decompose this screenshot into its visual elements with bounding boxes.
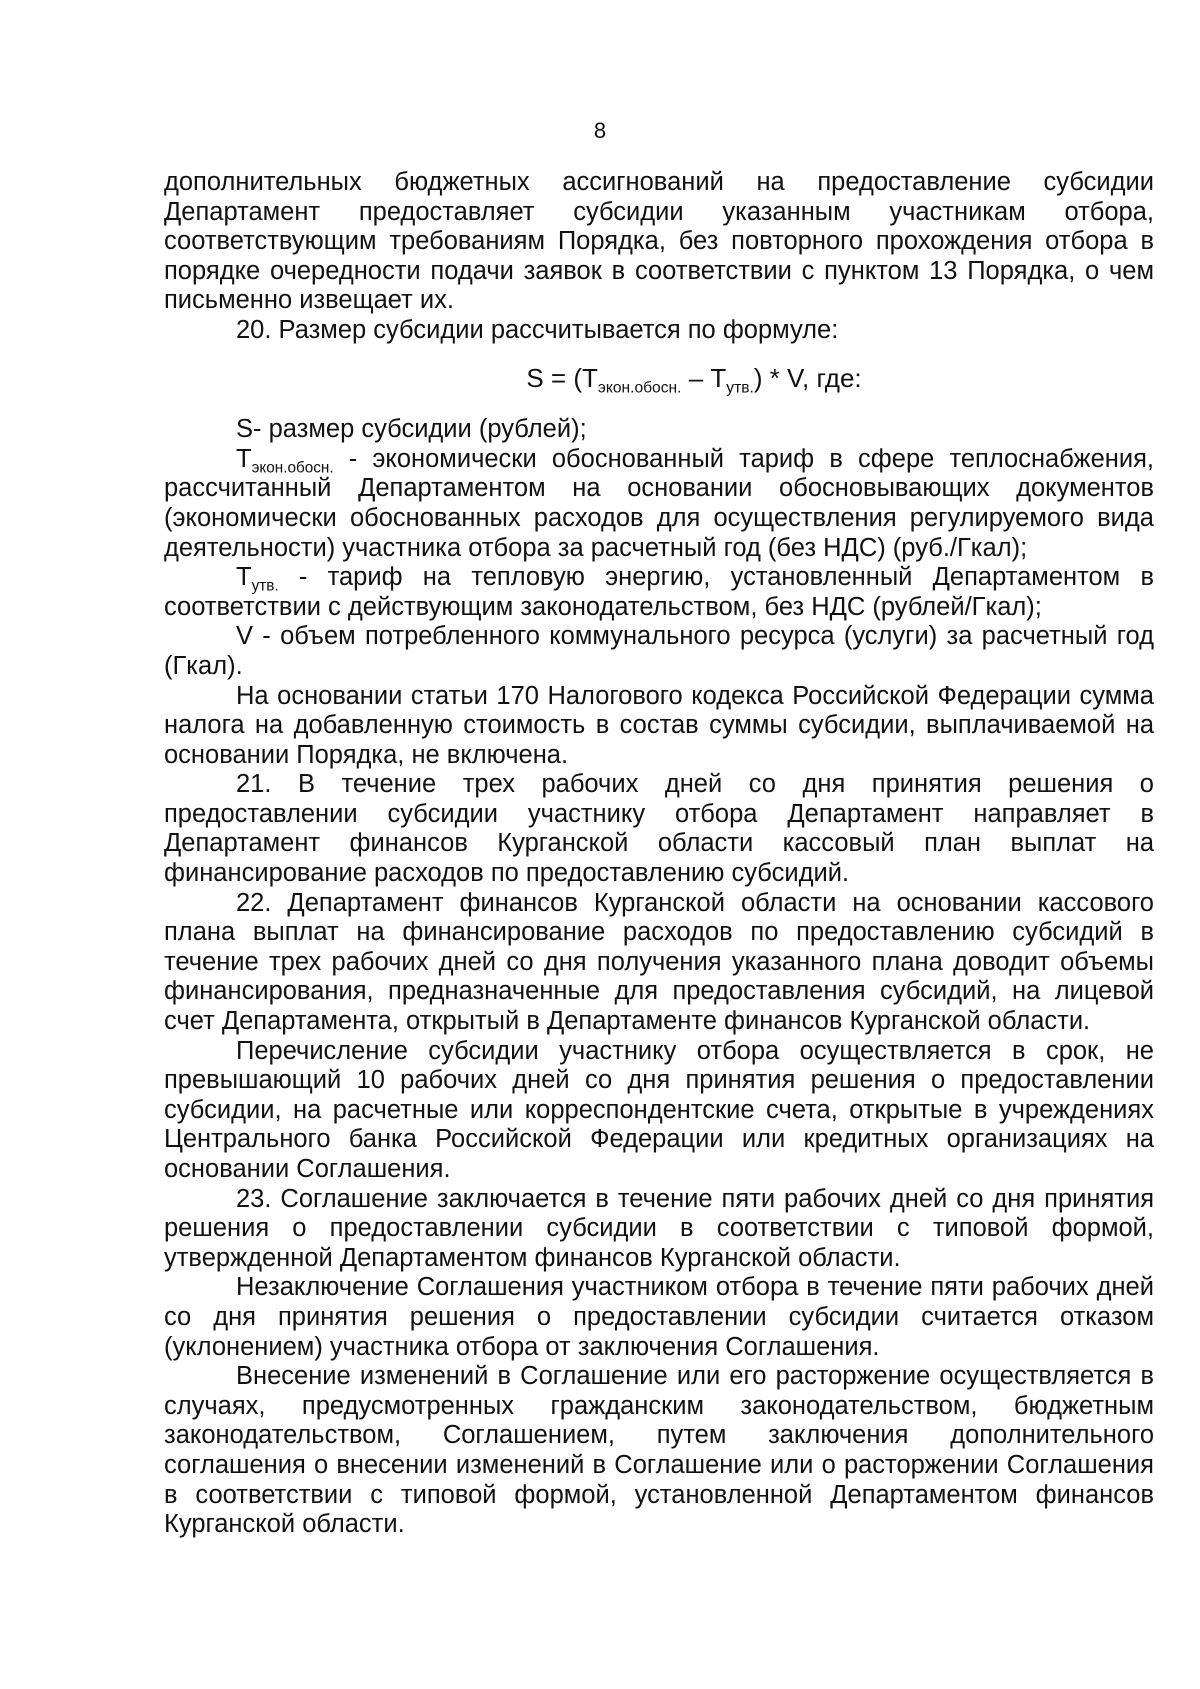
term-t-econ-base: T (236, 444, 252, 473)
definition-t-utv (164, 563, 1154, 622)
term-t-econ (236, 444, 334, 477)
paragraph-continuation: дополнительных бюджетных ассигнований на предоставление субсидии Департамент предоставляет субсидии указанным участникам отбора, соответствующим требованиям Порядка, без повторного прохождения отбора в порядке очередности подачи заявок в соответствии с пунктом 13 Порядка, о чем письменно извещает их. (164, 168, 1154, 315)
definition-s: S- размер субсидии (рублей); (236, 415, 587, 444)
page-number: 8 (593, 118, 607, 143)
paragraph-transfer: Перечисление субсидии участнику отбора осуществляется в срок, не превышающий 10 рабочих дней со дня принятия решения о предоставлении субсидии, на расчетные или корреспондентские счета, открытые в учреждениях Центрального банка Российской Федерации или кредитных организациях на основании Соглашения. (164, 1036, 1154, 1183)
formula-sub-econ: экон.обосн. (597, 379, 682, 397)
definition-v: V - объем потребленного коммунального ресурса (услуги) за расчетный год (Гкал). (164, 622, 1154, 680)
paragraph-21: 21. В течение трех рабочих дней со дня принятия решения о предоставлении субсидии участнику отбора Департамент направляет в Департамент финансов Курганской области кассовый план выплат на финансирование расходов по предоставлению субсидий. (164, 770, 1154, 888)
definition-t-econ (164, 445, 1154, 563)
term-t-utv-base: T (236, 563, 252, 592)
paragraph-20: 20. Размер субсидии рассчитывается по формуле: (236, 315, 839, 344)
formula-sub-utv: утв. (726, 379, 754, 397)
formula-minus: – T (681, 362, 727, 393)
term-t-econ-sub: экон.обосн. (251, 459, 334, 477)
term-t-utv-sub: утв. (251, 577, 279, 595)
paragraph-22: 22. Департамент финансов Курганской области на основании кассового плана выплат на финансирование расходов по предоставлению субсидий в течение трех рабочих дней со дня получения указанного плана доводит объемы финансирования, предназначенные для предоставления субсидий, на лицевой счет Департамента, открытый в Департаменте финансов Курганской области. (164, 888, 1154, 1036)
paragraph-23: 23. Соглашение заключается в течение пяти рабочих дней со дня принятия решения о предоставлении субсидии в соответствии с типовой формой, утвержденной Департаментом финансов Курганской области. (164, 1184, 1154, 1272)
subsidy-formula (164, 362, 1154, 397)
definition-t-econ-text: - экономически обоснованный тариф в сфере теплоснабжения, рассчитанный Департаментом на основании обосновывающих документов (экономически обоснованных расходов для осуществления регулируемого вида деятельности) участника отбора за расчетный год (без НДС) (руб./Гкал); (164, 444, 1154, 562)
document-body (164, 168, 1154, 1540)
definition-t-utv-text: - тариф на тепловую энергию, установленный Департаментом в соответствии с действующим законодательством, без НДС (рублей/Гкал); (164, 563, 1154, 621)
paragraph-nds: На основании статьи 170 Налогового кодекса Российской Федерации сумма налога на добавленную стоимость в состав суммы субсидии, выплачиваемой на основании Порядка, не включена. (164, 681, 1154, 769)
term-t-utv (236, 563, 279, 595)
formula-rhs: ) * V, где: (753, 362, 862, 393)
formula-lhs: S = (T (526, 362, 598, 393)
paragraph-amendments: Внесение изменений в Соглашение или его расторжение осуществляется в случаях, предусмотренных гражданским законодательством, бюджетным законодательством, Соглашением, путем заключения дополнительного соглашения о внесении изменений в Соглашение или о расторжении Соглашения в соответствии с типовой формой, установленной Департаментом финансов Курганской области. (164, 1362, 1154, 1539)
paragraph-non-conclusion: Незаключение Соглашения участником отбора в течение пяти рабочих дней со дня принятия решения о предоставлении субсидии считается отказом (уклонением) участника отбора от заключения Соглашения. (164, 1273, 1154, 1361)
